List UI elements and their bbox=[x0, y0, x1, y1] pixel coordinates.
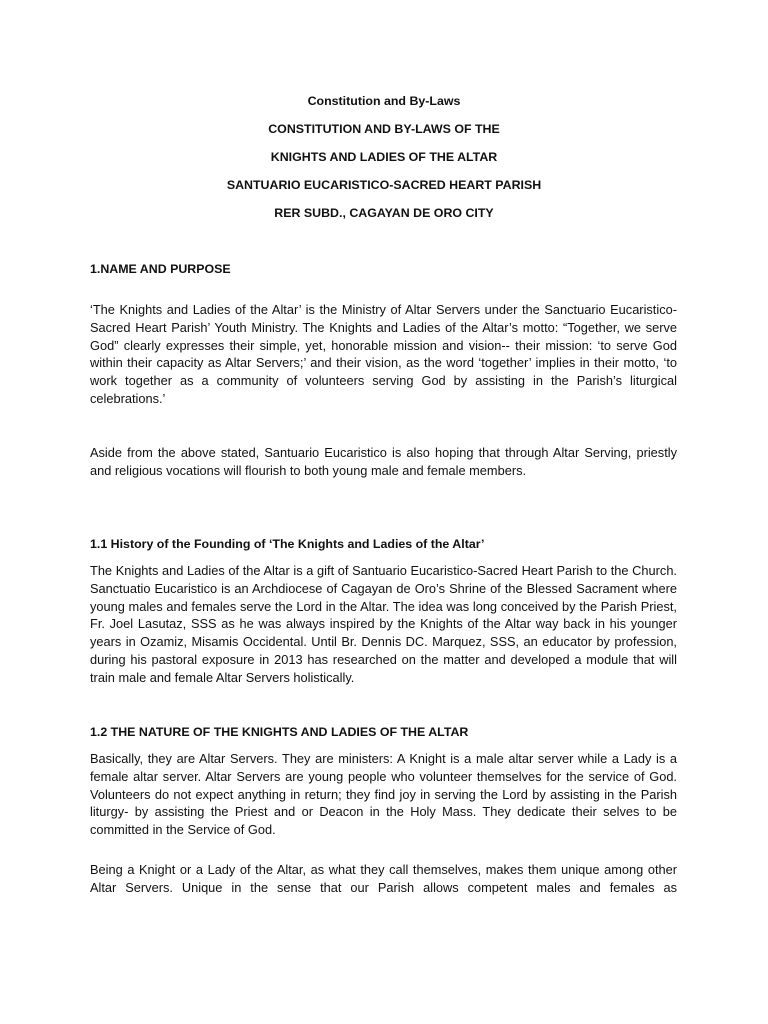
parish-address: RER SUBD., CAGAYAN DE ORO CITY bbox=[274, 206, 494, 220]
paragraph-vocations: Aside from the above stated, Santuario Eucaristico is also hoping that through Altar Serving, priestly and religious vocations will flourish to both young male and female members. bbox=[90, 445, 677, 478]
paragraph-history: The Knights and Ladies of the Altar is a gift of Santuario Eucaristico-Sacred Heart Parish to the Church. Sanctuatio Eucaristico is an Archdiocese of Cagayan de Oro’s Shrine of the Blessed Sacrament where young males and females serve the Lord in the Altar. The idea was long conceived by the Parish Priest, Fr. Joel Lasutaz, SSS as he was always inspired by the Knights of the Altar way back in his younger years in Ozamiz, Misamis Occidental. Until Br. Dennis DC. Marquez, SSS, an educator by profession, during his pastoral exposure in 2013 has researched on the matter and developed a module that will train male and female Altar Servers holistically. bbox=[90, 563, 677, 685]
parish-name: SANTUARIO EUCARISTICO-SACRED HEART PARISH bbox=[226, 178, 542, 192]
organization-name: KNIGHTS AND LADIES OF THE ALTAR bbox=[270, 150, 498, 164]
paragraph-name-and-purpose: ‘The Knights and Ladies of the Altar’ is the Ministry of Altar Servers under the Sanctuario Eucaristico-Sacred Heart Parish’ Youth Ministry. The Knights and Ladies of the Altar’s motto: “Together, we serve God” clearly expresses their simple, yet, honorable mission and vision-- their mission: ‘to serve God within their capacity as Altar Servers;’ and their vision, as the word ‘together’ implies in their motto, ‘to work together as a community of volunteers serving God by assisting in the Parish’s liturgical celebrations.’ bbox=[90, 302, 677, 406]
section-heading-name-and-purpose: 1.NAME AND PURPOSE bbox=[90, 262, 231, 276]
paragraph-nature: Basically, they are Altar Servers. They are ministers: A Knight is a male altar server while a Lady is a female altar server. Altar Servers are young people who volunteer themselves for the service of God. Volunteers do not expect anything in return; they find joy in serving the Lord by assisting in the Parish liturgy- by assisting the Priest and or Deacon in the Holy Mass. They dedicate their selves to be committed in the Service of God. bbox=[90, 751, 677, 838]
document-subtitle: CONSTITUTION AND BY-LAWS OF THE bbox=[268, 122, 500, 136]
document-title: Constitution and By-Laws bbox=[307, 94, 461, 108]
paragraph-uniqueness: Being a Knight or a Lady of the Altar, as what they call themselves, makes them unique among other Altar Servers. Unique in the sense that our Parish allows competent males and females as bbox=[90, 862, 677, 895]
section-heading-history: 1.1 History of the Founding of ‘The Knights and Ladies of the Altar’ bbox=[90, 537, 485, 551]
section-heading-nature: 1.2 THE NATURE OF THE KNIGHTS AND LADIES OF THE ALTAR bbox=[90, 725, 469, 739]
